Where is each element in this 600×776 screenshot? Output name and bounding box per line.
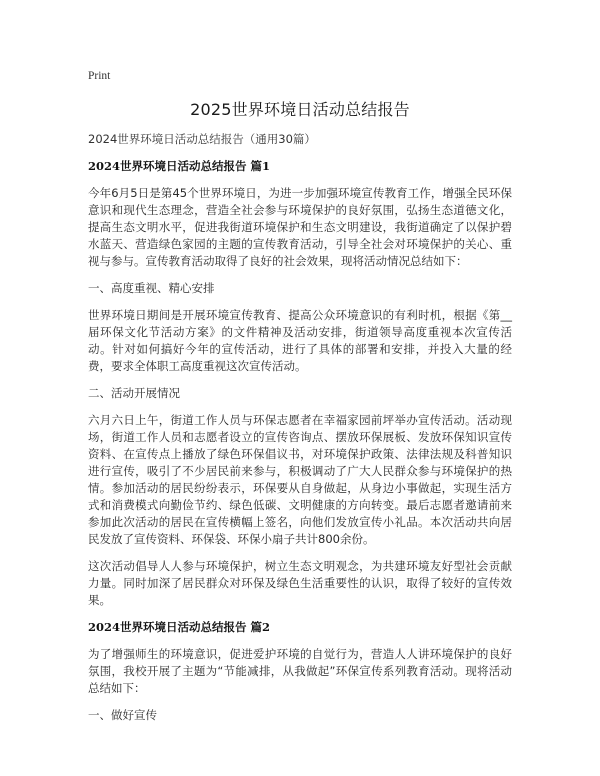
section-heading: 2024世界环境日活动总结报告 篇1 <box>88 159 271 173</box>
paragraph: 六月六日上午，街道工作人员与环保志愿者在幸福家园前坪举办宣传活动。活动现场，街道工作人员和志愿者设立的宣传咨询点、摆放环保展板、发放环保知识宣传资料、在宣传点上播放了绿色环保倡议书，对环境保护政策、法律法规及科普知识进行宣传，吸引了不少居民前来参与，积极调动了广大人民群众参与环境保护的热情。参加活动的居民纷纷表示，环保要从自身做起，从身边小事做起，实现生活方式和消费模式向勤俭节约、绿色低碳、文明健康的方向转变。最后志愿者邀请前来参加此次活动的居民在宣传横幅上签名，向他们发放宣传小礼品。本次活动共向居民发放了宣传资料、环保袋、环保小扇子共计800余份。 <box>88 413 512 546</box>
subheading: 一、高度重视、精心安排 <box>88 281 215 295</box>
document-subtitle: 2024世界环境日活动总结报告（通用30篇） <box>88 132 316 146</box>
article-section-2 <box>88 619 512 724</box>
article-section-1 <box>88 158 512 609</box>
paragraph: 今年6月5日是第45个世界环境日，为进一步加强环境宣传教育工作，增强全民环保意识和现代生态理念，营造全社会参与环境保护的良好氛围，弘扬生态道德文化，提高生态文明水平，促进我街道环境保护和生态文明建设，我街道确定了以保护碧水蓝天、营造绿色家园的主题的宣传教育活动，引导全社会对环境保护的关心、重视与参与。宣传教育活动取得了良好的社会效果，现将活动情况总结如下： <box>88 186 512 268</box>
print-link[interactable]: Print <box>88 70 111 82</box>
paragraph: 这次活动倡导人人参与环境保护，树立生态文明观念，为共建环境友好型社会贡献力量。同时加深了居民群众对环保及绿色生活重要性的认识，取得了较好的宣传效果。 <box>88 559 512 607</box>
paragraph: 世界环境日期间是开展环境宣传教育、提高公众环境意识的有利时机，根据《第__届环保文化节活动方案》的文件精神及活动安排，街道领导高度重视本次宣传活动。针对如何搞好今年的宣传活动，进行了具体的部署和安排，并投入大量的经费，要求全体职工高度重视这次宣传活动。 <box>88 308 512 373</box>
subheading: 一、做好宣传 <box>88 708 157 722</box>
document-body <box>88 131 512 734</box>
paragraph: 为了增强师生的环境意识，促进爱护环境的自觉行为，营造人人讲环境保护的良好氛围，我校开展了主题为“节能减排，从我做起”环保宣传系列教育活动。现将活动总结如下： <box>88 647 512 695</box>
subheading: 二、活动开展情况 <box>88 386 180 400</box>
document-title: 2025世界环境日活动总结报告 <box>190 100 410 119</box>
section-heading: 2024世界环境日活动总结报告 篇2 <box>88 620 271 634</box>
